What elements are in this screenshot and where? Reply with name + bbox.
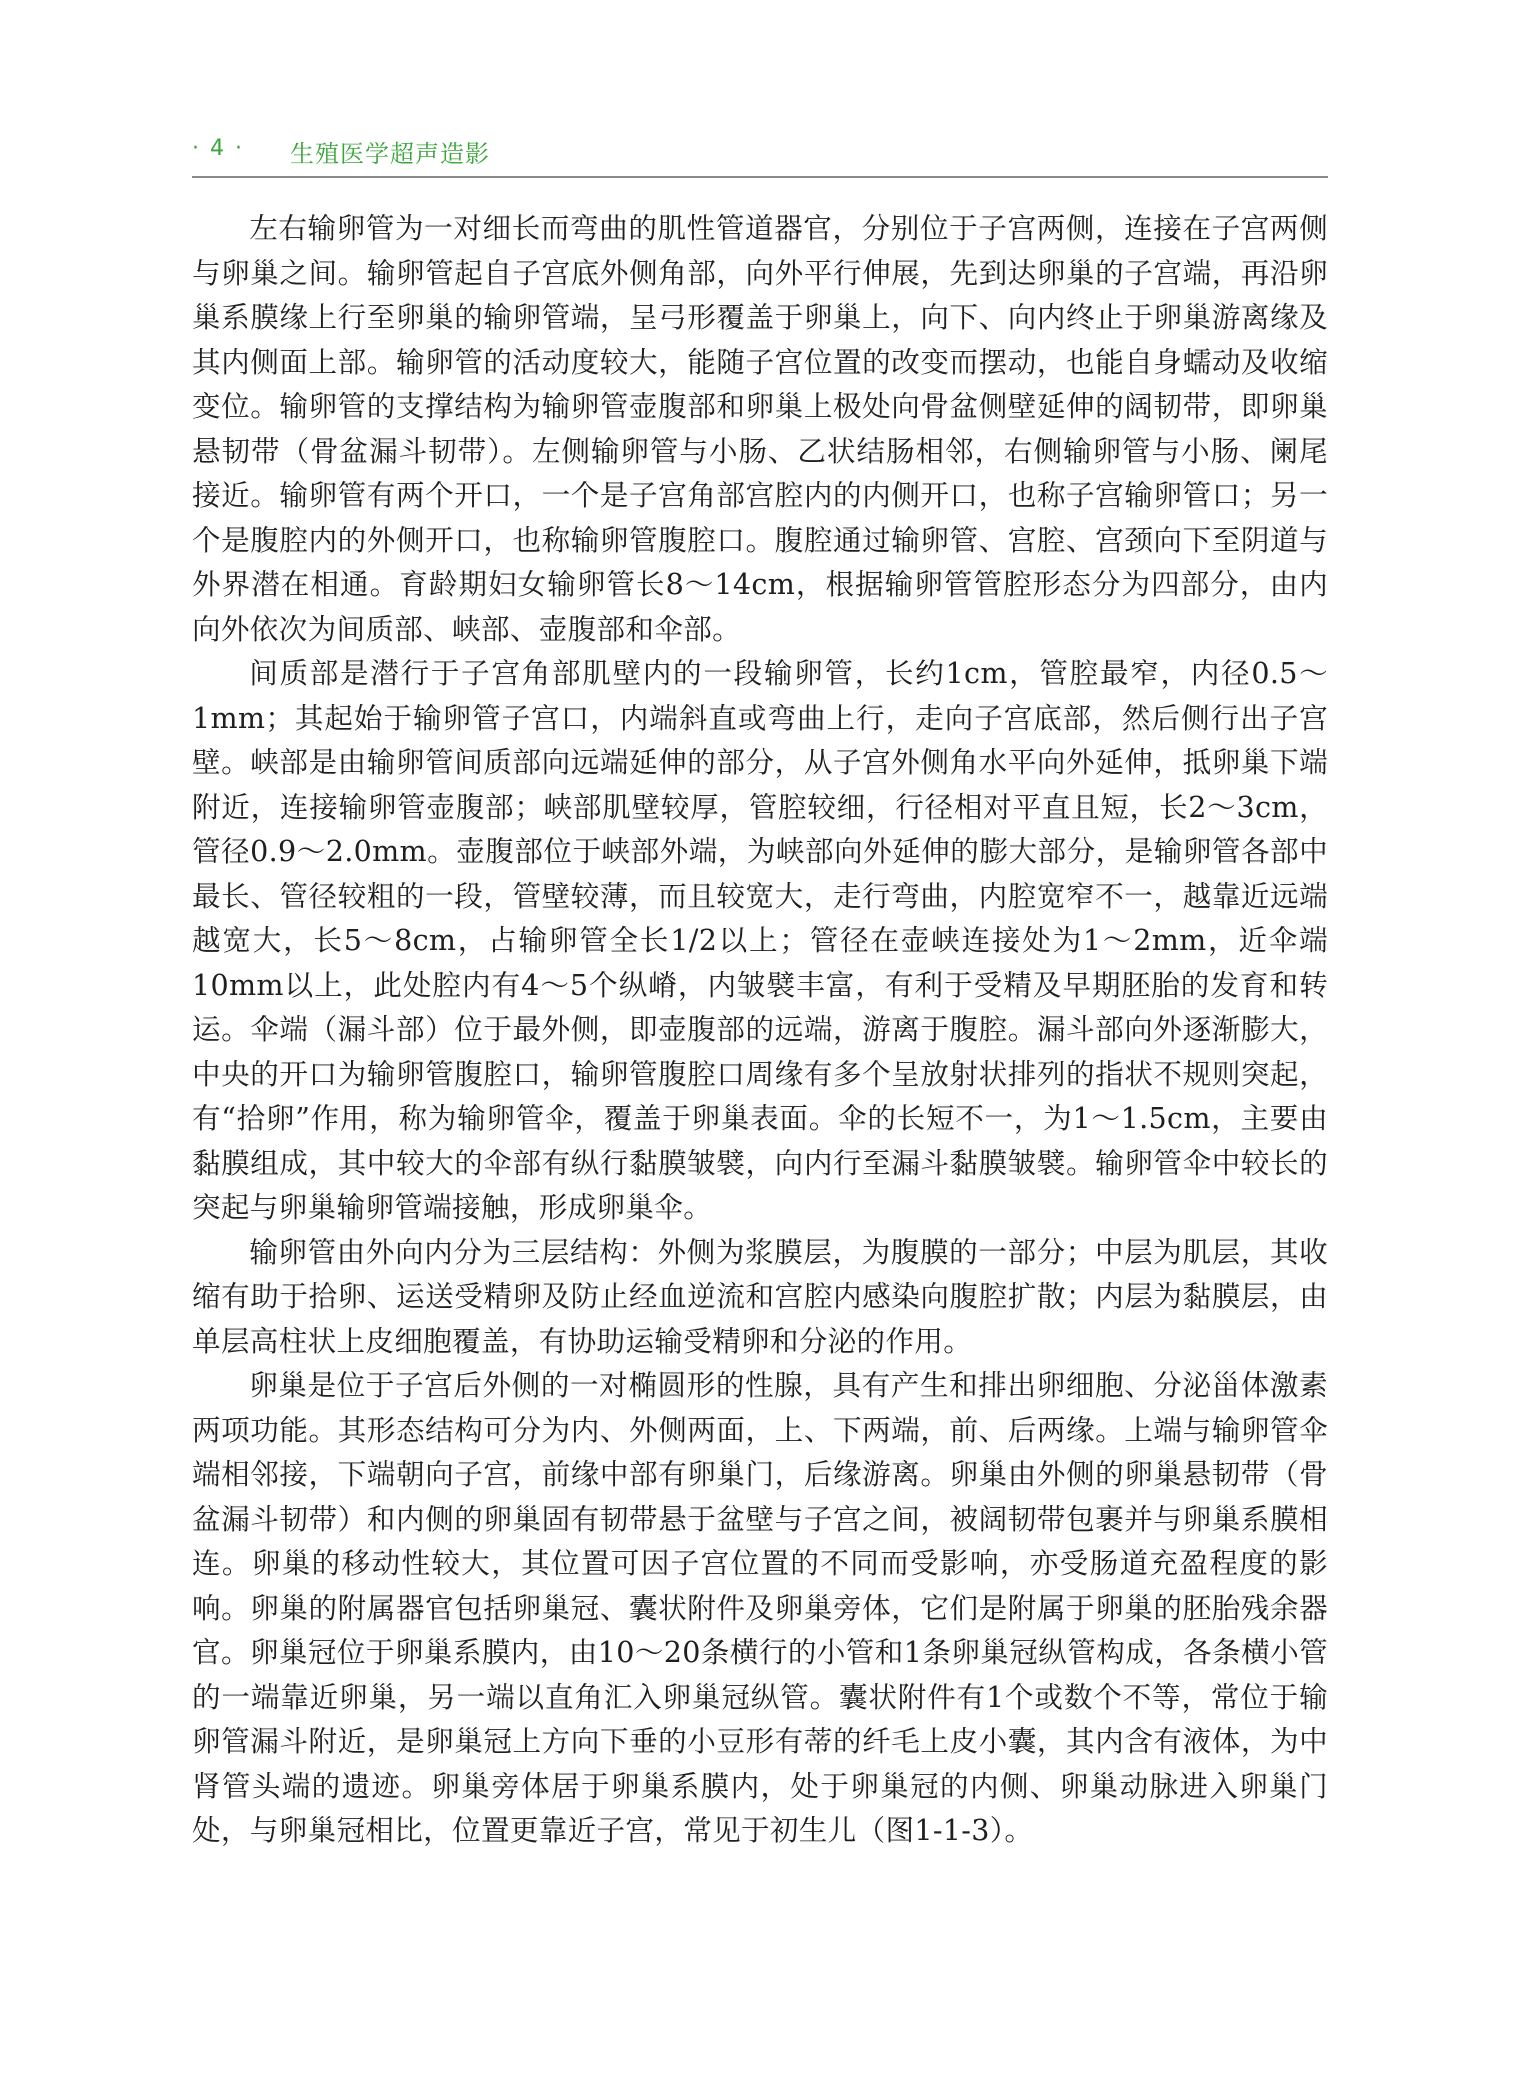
page-number: · 4 · (192, 136, 244, 161)
paragraph-ovary: 卵巢是位于子宫后外侧的一对椭圆形的性腺，具有产生和排出卵细胞、分泌甾体激素两项功能。其形态结构可分为内、外侧两面，上、下两端，前、后两缘。上端与输卵管伞端相邻接，下端朝向子宫，前缘中部有卵巢门，后缘游离。卵巢由外侧的卵巢悬韧带（骨盆漏斗韧带）和内侧的卵巢固有韧带悬于盆壁与子宫之间，被阔韧带包裹并与卵巢系膜相连。卵巢的移动性较大，其位置可因子宫位置的不同而受影响，亦受肠道充盈程度的影响。卵巢的附属器官包括卵巢冠、囊状附件及卵巢旁体，它们是附属于卵巢的胚胎残余器官。卵巢冠位于卵巢系膜内，由10～20条横行的小管和1条卵巢冠纵管构成，各条横小管的一端靠近卵巢，另一端以直角汇入卵巢冠纵管。囊状附件有1个或数个不等，常位于输卵管漏斗附近，是卵巢冠上方向下垂的小豆形有蒂的纤毛上皮小囊，其内含有液体，为中肾管头端的遗迹。卵巢旁体居于卵巢系膜内，处于卵巢冠的内侧、卵巢动脉进入卵巢门处，与卵巢冠相比，位置更靠近子宫，常见于初生儿（图1-1-3）。 (192, 1368, 1328, 1847)
paragraph-fallopian-tube-overview: 左右输卵管为一对细长而弯曲的肌性管道器官，分别位于子宫两侧，连接在子宫两侧与卵巢之间。输卵管起自子宫底外侧角部，向外平行伸展，先到达卵巢的子宫端，再沿卵巢系膜缘上行至卵巢的输卵管端，呈弓形覆盖于卵巢上，向下、向内终止于卵巢游离缘及其内侧面上部。输卵管的活动度较大，能随子宫位置的改变而摆动，也能自身蠕动及收缩变位。输卵管的支撑结构为输卵管壶腹部和卵巢上极处向骨盆侧壁延伸的阔韧带，即卵巢悬韧带（骨盆漏斗韧带）。左侧输卵管与小肠、乙状结肠相邻，右侧输卵管与小肠、阑尾接近。输卵管有两个开口，一个是子宫角部宫腔内的内侧开口，也称子宫输卵管口；另一个是腹腔内的外侧开口，也称输卵管腹腔口。腹腔通过输卵管、宫腔、宫颈向下至阴道与外界潜在相通。育龄期妇女输卵管长8～14cm，根据输卵管管腔形态分为四部分，由内向外依次为间质部、峡部、壶腹部和伞部。 (192, 211, 1328, 646)
paragraph-fallopian-tube-layers: 输卵管由外向内分为三层结构：外侧为浆膜层，为腹膜的一部分；中层为肌层，其收缩有助于拾卵、运送受精卵及防止经血逆流和宫腔内感染向腹腔扩散；内层为黏膜层，由单层高柱状上皮细胞覆盖，有协助运输受精卵和分泌的作用。 (192, 1234, 1328, 1358)
body-text (192, 206, 1328, 1853)
paragraph-fallopian-tube-segments: 间质部是潜行于子宫角部肌壁内的一段输卵管，长约1cm，管腔最窄，内径0.5～1mm；其起始于输卵管子宫口，内端斜直或弯曲上行，走向子宫底部，然后侧行出子宫壁。峡部是由输卵管间质部向远端延伸的部分，从子宫外侧角水平向外延伸，抵卵巢下端附近，连接输卵管壶腹部；峡部肌壁较厚，管腔较细，行径相对平直且短，长2～3cm，管径0.9～2.0mm。壶腹部位于峡部外端，为峡部向外延伸的膨大部分，是输卵管各部中最长、管径较粗的一段，管壁较薄，而且较宽大，走行弯曲，内腔宽窄不一，越靠近远端越宽大，长5～8cm，占输卵管全长1/2以上；管径在壶峡连接处为1～2mm，近伞端10mm以上，此处腔内有4～5个纵嵴，内皱襞丰富，有利于受精及早期胚胎的发育和转运。伞端（漏斗部）位于最外侧，即壶腹部的远端，游离于腹腔。漏斗部向外逐渐膨大，中央的开口为输卵管腹腔口，输卵管腹腔口周缘有多个呈放射状排列的指状不规则突起，有“拾卵”作用，称为输卵管伞，覆盖于卵巢表面。伞的长短不一，为1～1.5cm，主要由黏膜组成，其中较大的伞部有纵行黏膜皱襞，向内行至漏斗黏膜皱襞。输卵管伞中较长的突起与卵巢输卵管端接触，形成卵巢伞。 (192, 656, 1328, 1224)
book-title: 生殖医学超声造影 (290, 140, 490, 168)
running-header (192, 132, 1328, 178)
